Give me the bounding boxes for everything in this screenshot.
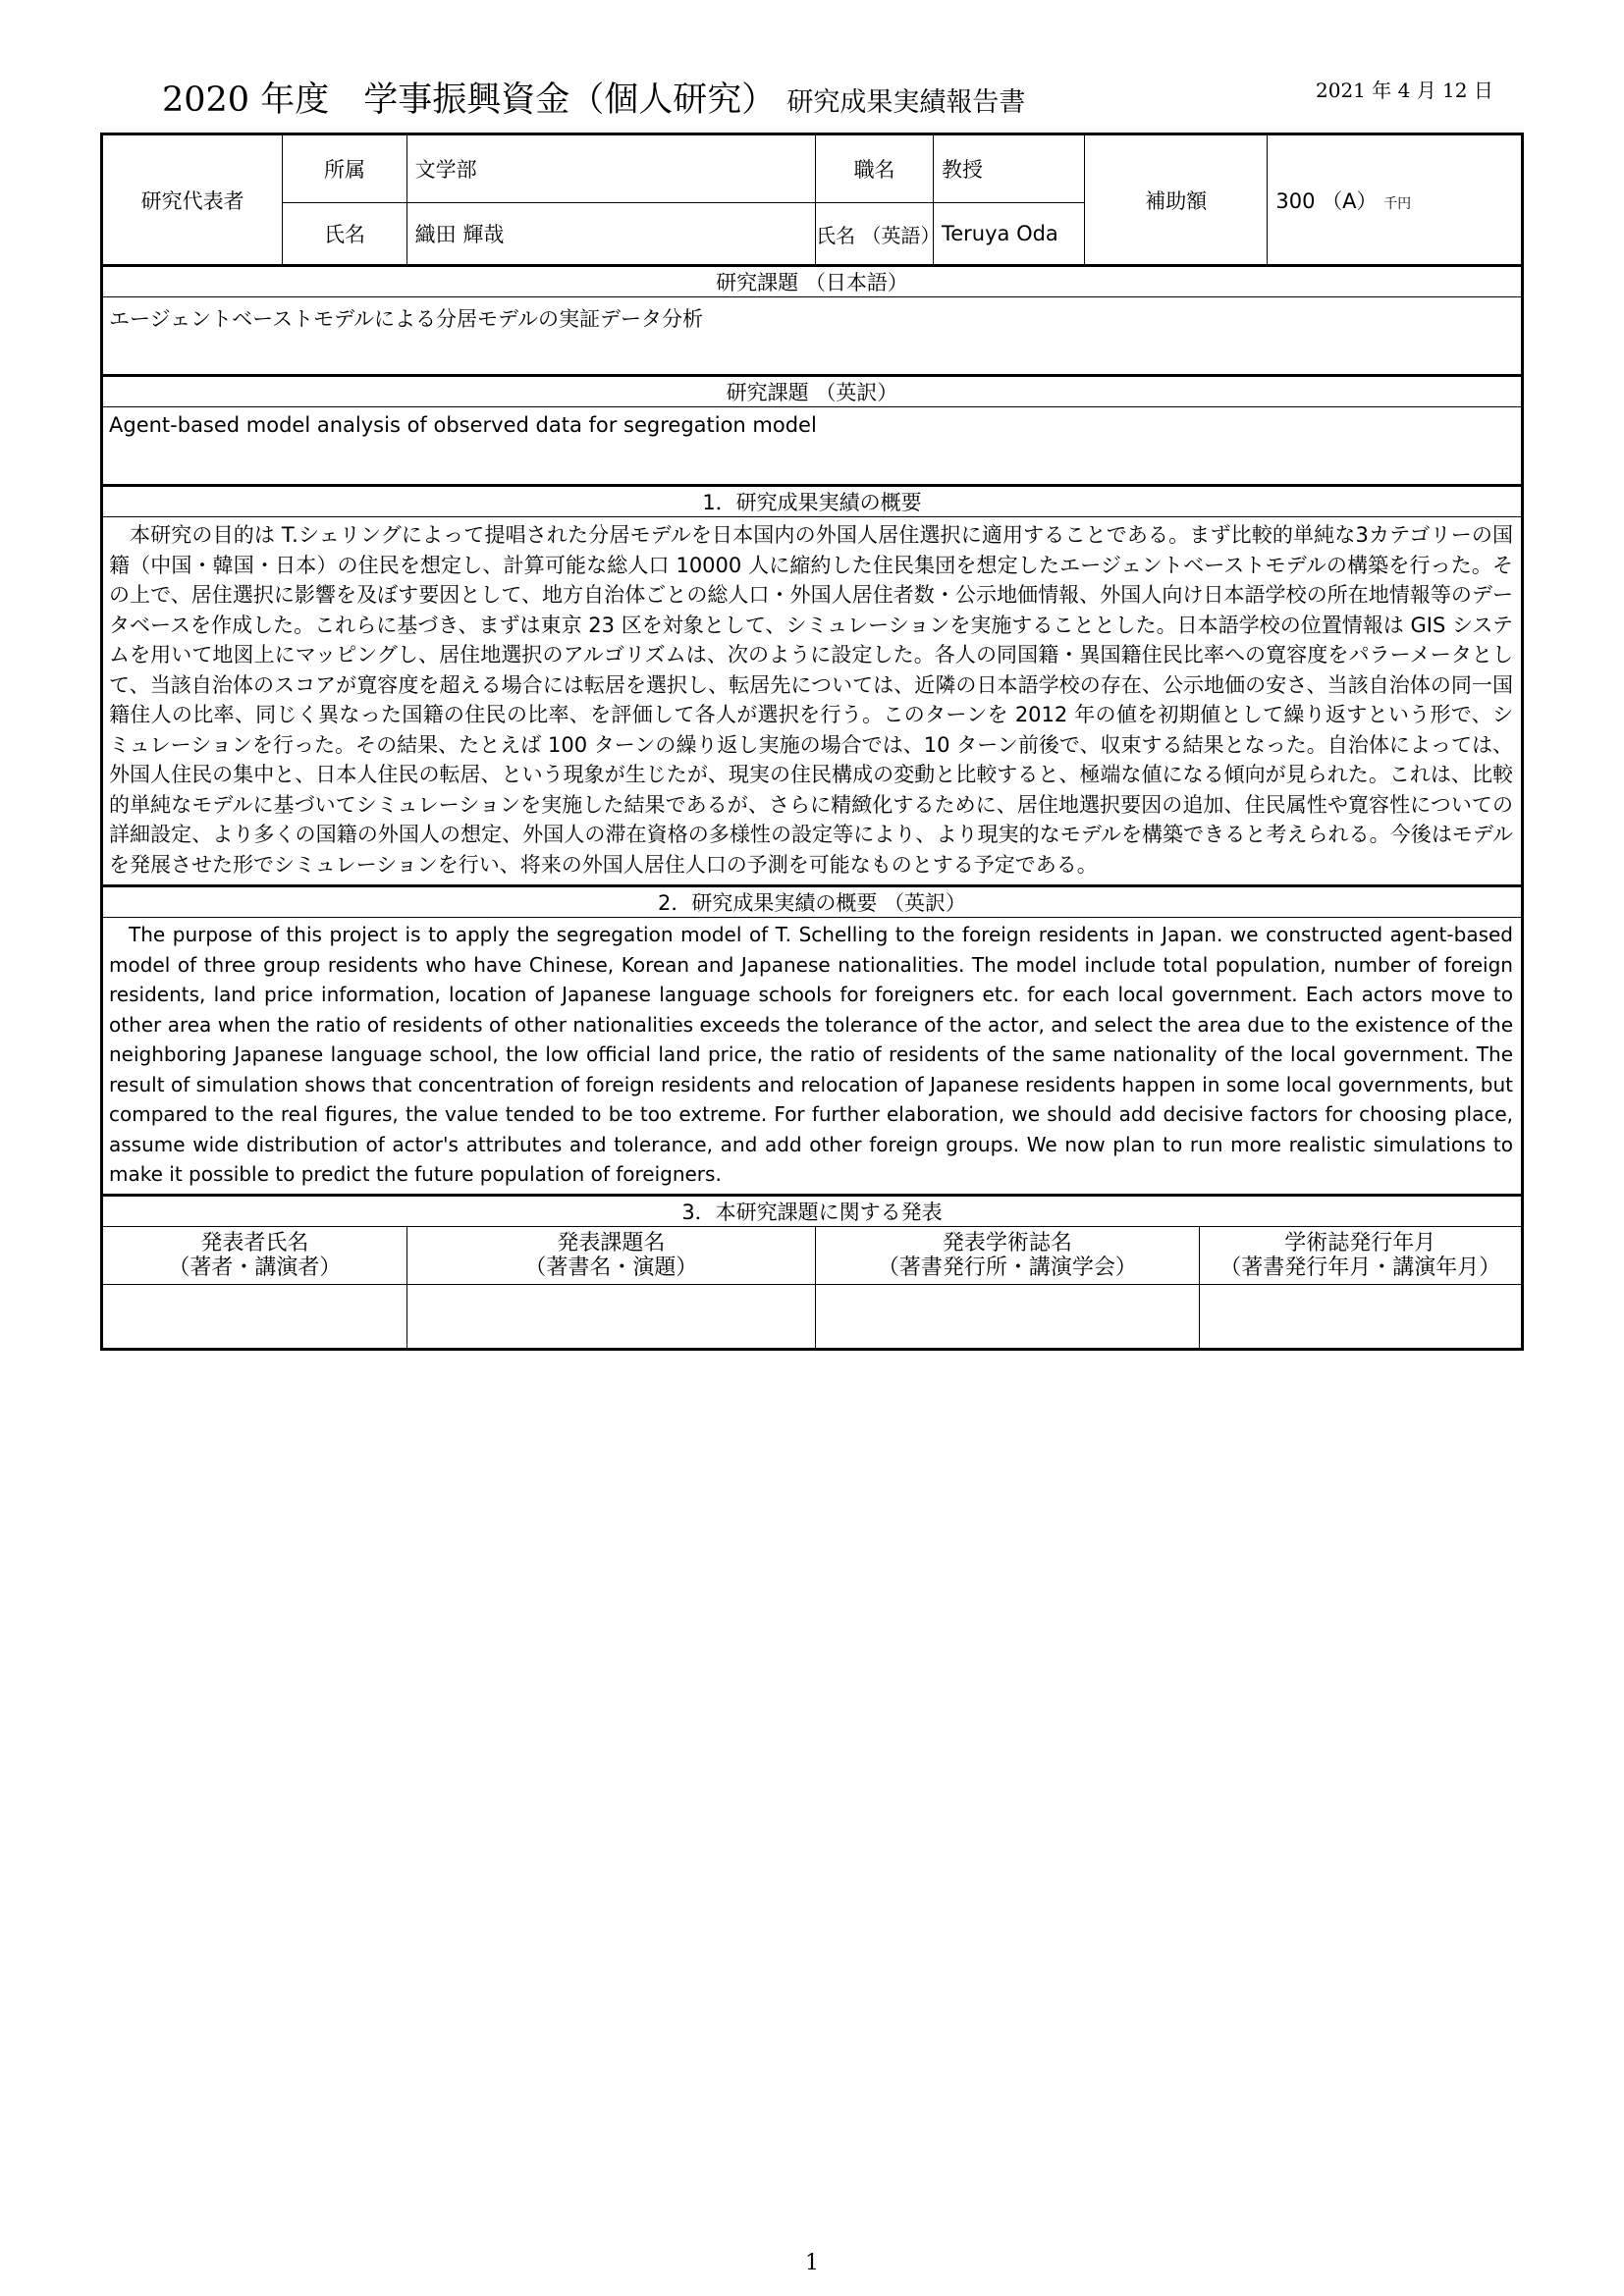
subject-en-text: Agent-based model analysis of observed data for segregation model	[102, 407, 1523, 486]
name-value: 織田 輝哉	[406, 203, 816, 266]
grant-unit: 千円	[1383, 195, 1412, 212]
report-date: 2021 年 4 月 12 日	[1316, 79, 1493, 102]
title-sub: 研究成果実績報告書	[786, 87, 1026, 118]
grant-cell	[1268, 134, 1523, 266]
presenter-cell	[102, 1284, 407, 1349]
subject-en-heading-row	[102, 376, 1523, 407]
summary-jp-heading: 1．研究成果実績の概要	[102, 486, 1523, 517]
presentation-title-column-header	[406, 1226, 816, 1284]
summary-en-heading-row	[102, 886, 1523, 918]
presentation-title-cell	[406, 1284, 816, 1349]
publications-heading-row	[102, 1195, 1523, 1226]
publications-column-headers	[102, 1226, 1523, 1284]
journal-column-title: 発表学術誌名	[942, 1230, 1072, 1255]
title-main: 学事振興資金（個人研究）	[363, 80, 777, 120]
publication-date-cell	[1199, 1284, 1522, 1349]
position-label: 職名	[816, 134, 934, 203]
report-form	[100, 133, 1524, 1351]
summary-jp-text: 本研究の目的は T.シェリングによって提唱された分居モデルを日本国内の外国人居住選択に適用することである。まず比較的単純な3カテゴリーの国籍（中国・韓国・日本）の住民を想定し、計算可能な総人口 10000 人に縮約した住民集団を想定したエージェントベーストモデルの構築を行った。その上で、居住選択に影響を及ぼす要因として、地方自治体ごとの総人口・外国人居住者数・公示地価情報、外国人向け日本語学校の所在地情報等のデータベースを作成した。これらに基づき、まずは東京 23 区を対象として、シミュレーションを実施することとした。日本語学校の位置情報は GIS システムを用いて地図上にマッピングし、居住地選択のアルゴリズムは、次のように設定した。各人の同国籍・異国籍住民比率への寛容度をパラーメータとして、当該自治体のスコアが寛容度を超える場合には転居を選択し、転居先については、近隣の日本語学校の存在、公示地価の安さ、当該自治体の同一国籍住人の比率、同じく異なった国籍の住民の比率、を評価して各人が選択を行う。このターンを 2012 年の値を初期値として繰り返すという形で、シミュレーションを行った。その結果、たとえば 100 ターンの繰り返し実施の場合では、10 ターン前後で、収束する結果となった。自治体によっては、外国人住民の集中と、日本人住民の転居、という現象が生じたが、現実の住民構成の変動と比較すると、極端な値になる傾向が見られた。これは、比較的単純なモデルに基づいてシミュレーションを実施した結果であるが、さらに精緻化するために、居住地選択要因の追加、住民属性や寛容性についての詳細設定、より多くの国籍の外国人の想定、外国人の滞在資格の多様性の設定等により、より現実的なモデルを構築できると考えられる。今後はモデルを発展させた形でシミュレーションを行い、将来の外国人居住人口の予測を可能なものとする予定である。	[102, 517, 1523, 886]
presenter-column-title: 発表者氏名	[200, 1230, 309, 1255]
affiliation-value: 文学部	[406, 134, 816, 203]
subject-jp-text: エージェントベーストモデルによる分居モデルの実証データ分析	[102, 297, 1523, 376]
journal-column-subtitle: （著書発行所・講演学会）	[877, 1255, 1137, 1280]
name-label: 氏名	[283, 203, 406, 266]
presenter-column-subtitle: （著者・講演者）	[168, 1255, 342, 1280]
title-year: 2020 年度	[162, 80, 330, 120]
presentation-title-column-title: 発表課題名	[557, 1230, 666, 1255]
position-value: 教授	[933, 134, 1084, 203]
subject-jp-row	[102, 297, 1523, 376]
publication-date-column-title: 学術誌発行年月	[1284, 1230, 1436, 1255]
summary-en-heading: 2．研究成果実績の概要 （英訳）	[102, 886, 1523, 918]
subject-en-heading: 研究課題 （英訳）	[102, 376, 1523, 407]
name-en-value: Teruya Oda	[933, 203, 1084, 266]
publication-date-column-header	[1199, 1226, 1522, 1284]
grant-label: 補助額	[1085, 134, 1268, 266]
page-number: 1	[805, 2251, 819, 2275]
subject-jp-heading: 研究課題 （日本語）	[102, 266, 1523, 297]
summary-en-text: The purpose of this project is to apply the segregation model of T. Schelling to the foreign residents in Japan. we constructed agent-based model of three group residents who have Chinese, Korean and Japanese nationalities. The model include total population, number of foreign residents, land price information, location of Japanese language schools for foreigners etc. for each local government. Each actors move to other area when the ratio of residents of other nationalities exceeds the tolerance of the actor, and select the area due to the existence of the neighboring Japanese language school, the low official land price, the ratio of residents of the same nationality of the local government. The result of simulation shows that concentration of foreign residents and relocation of Japanese residents happen in some local governments, but compared to the real figures, the value tended to be too extreme. For further elaboration, we should add decisive factors for choosing place, assume wide distribution of actor's attributes and tolerance, and add other foreign groups. We now plan to run more realistic simulations to make it possible to predict the future population of foreigners.	[102, 918, 1523, 1196]
summary-jp-heading-row	[102, 486, 1523, 517]
subject-jp-heading-row	[102, 266, 1523, 297]
summary-jp-row	[102, 517, 1523, 886]
representative-label: 研究代表者	[102, 134, 283, 266]
publication-date-column-subtitle: （著書発行年月・講演年月）	[1219, 1255, 1501, 1280]
affiliation-label: 所属	[283, 134, 406, 203]
presenter-column-header	[102, 1226, 407, 1284]
publications-empty-row	[102, 1284, 1523, 1349]
subject-en-row	[102, 407, 1523, 486]
grant-amount: 300 （A）	[1275, 188, 1378, 213]
name-en-label: 氏名 （英語）	[816, 203, 934, 266]
presentation-title-column-subtitle: （著書名・演題）	[524, 1255, 698, 1280]
journal-cell	[816, 1284, 1199, 1349]
journal-column-header	[816, 1226, 1199, 1284]
publications-heading: 3．本研究課題に関する発表	[102, 1195, 1523, 1226]
summary-en-row	[102, 918, 1523, 1196]
header-row-1	[102, 134, 1523, 203]
document-title	[162, 79, 1025, 125]
